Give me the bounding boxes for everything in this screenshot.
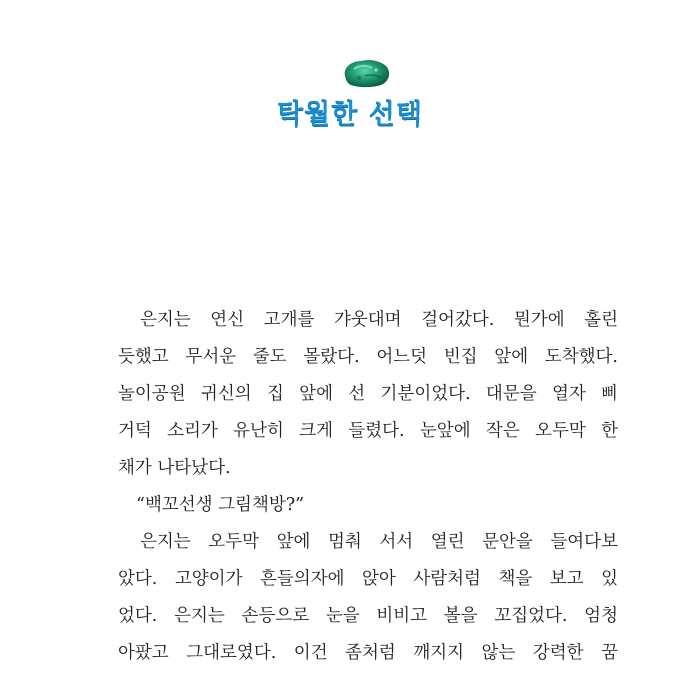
text-line: 놀이공원 귀신의 집 앞에 선 기분이었다. 대문을 열자 삐 — [118, 384, 618, 404]
story-text — [118, 302, 618, 672]
text-line: 아팠고 그대로였다. 이건 좀처럼 깨지지 않는 강력한 꿈 — [118, 643, 618, 663]
text-line: 듯했고 무서운 줄도 몰랐다. 어느덧 빈집 앞에 도착했다. — [118, 347, 618, 367]
chapter-title: 탁월한 선택 — [277, 99, 423, 130]
text-line: 았다. 고양이가 흔들의자에 앉아 사람처럼 책을 보고 있 — [118, 569, 618, 589]
green-gemstone-icon — [339, 56, 393, 90]
text-line: 채가 나타났다. — [118, 458, 231, 478]
dialogue-line: “백꼬선생 그림책방?” — [136, 495, 305, 515]
text-line: 은지는 연신 고개를 갸웃대며 걸어갔다. 뭔가에 홀린 — [140, 310, 618, 330]
text-line: 었다. 은지는 손등으로 눈을 비비고 볼을 꼬집었다. 엄청 — [118, 606, 618, 626]
text-line: 은지는 오두막 앞에 멈춰 서서 열린 문안을 들여다보 — [140, 532, 618, 552]
text-line: 거덕 소리가 유난히 크게 들렸다. 눈앞에 작은 오두막 한 — [118, 421, 618, 441]
